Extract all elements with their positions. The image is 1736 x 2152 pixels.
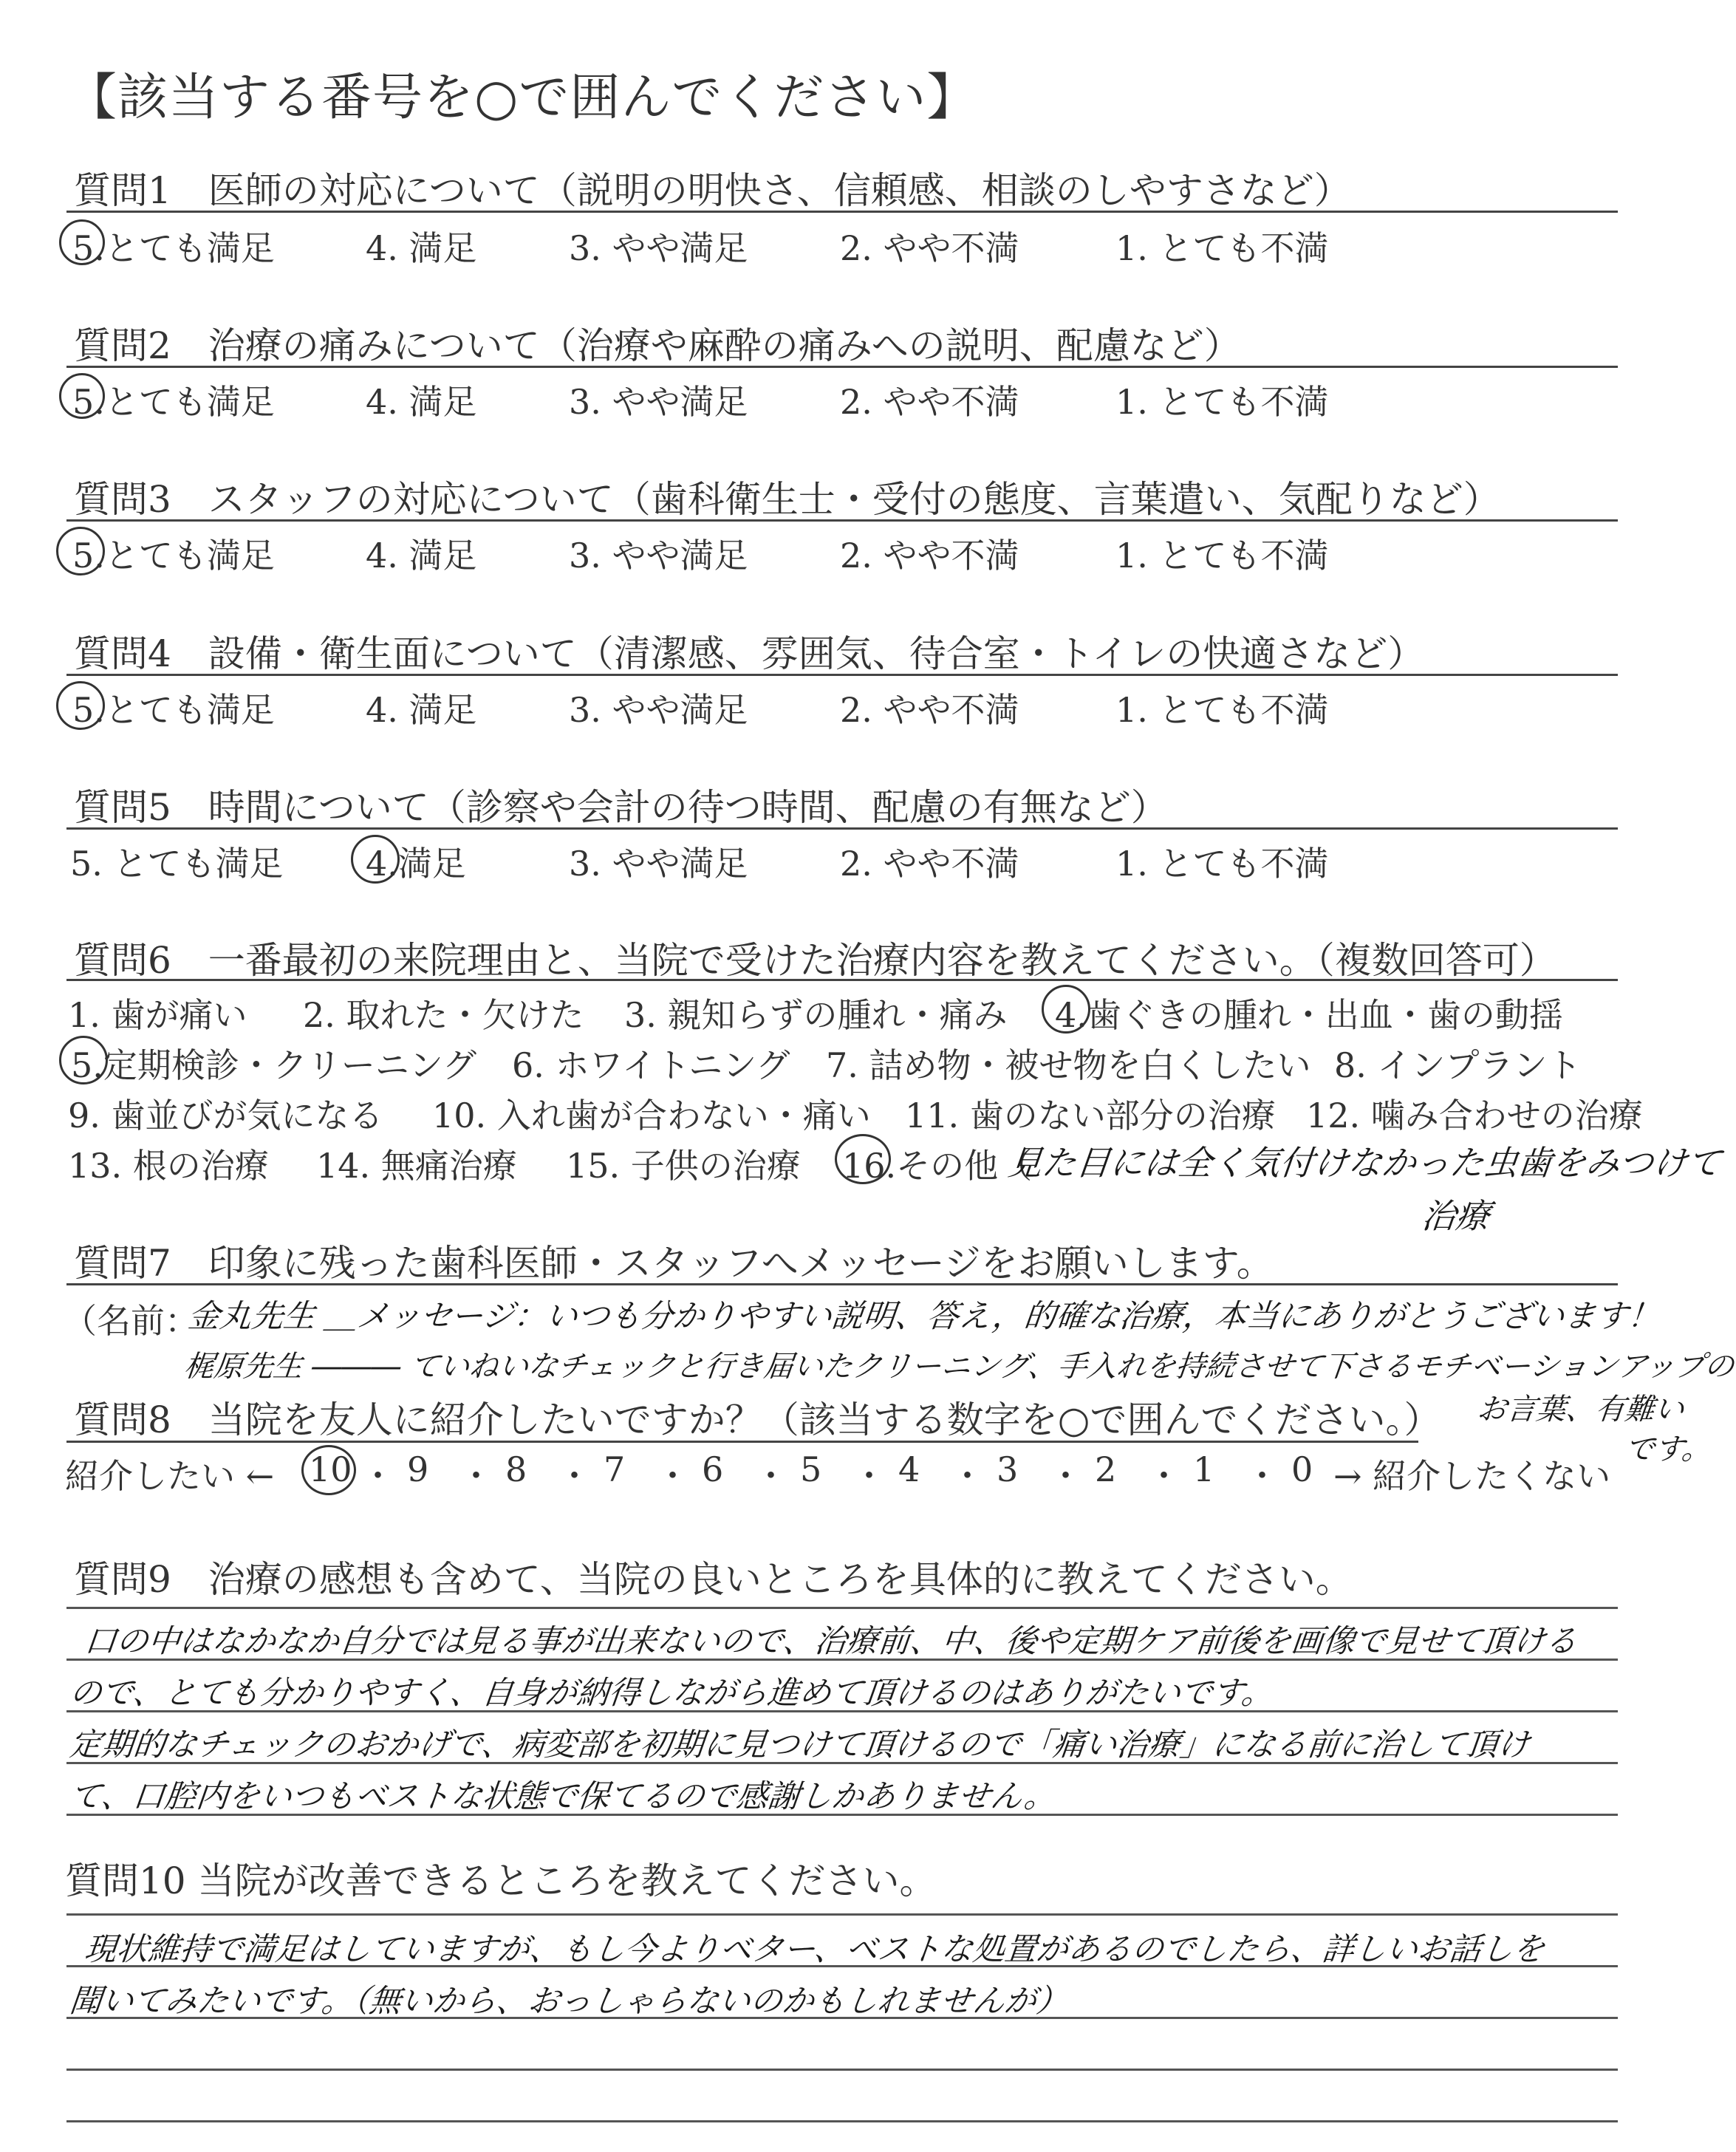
q4-option-3[interactable]: 3. やや満足 (569, 690, 748, 730)
q5-option-3[interactable]: 3. やや満足 (569, 844, 748, 884)
q6-heading: 質問6 一番最初の来院理由と、当院で受けた治療内容を教えてください。（複数回答可） (74, 939, 1556, 982)
q5-option-1[interactable]: 1. とても不満 (1115, 844, 1329, 884)
q6-option-12[interactable]: 12. 噛み合わせの治療 (1306, 1096, 1643, 1135)
q1-option-2[interactable]: 2. やや不満 (840, 228, 1019, 268)
q6-other-handwriting-1: 見た目には全く気付けなかった虫歯をみつけて (1005, 1143, 1723, 1183)
q9-answer-line-2: ので、とても分かりやすく、自身が納得しながら進めて頂けるのはありがたいです。 (68, 1675, 1276, 1712)
q8-scale-0[interactable]: 0 (1291, 1449, 1313, 1489)
q6-option-9[interactable]: 9. 歯並びが気になる (68, 1096, 383, 1135)
q1-option-5[interactable]: 5.とても満足 (72, 228, 275, 268)
q5-option-5[interactable]: 5. とても満足 (70, 844, 284, 884)
q8-rule (66, 1441, 1418, 1443)
q9-rule-1 (66, 1607, 1618, 1609)
q8-scale-2[interactable]: 2 (1095, 1449, 1117, 1489)
q6-rule (66, 979, 1618, 981)
q8-scale-4[interactable]: 4 (898, 1449, 920, 1489)
q2-rule (66, 366, 1618, 368)
q8-scale-7[interactable]: 7 (604, 1449, 626, 1489)
q6-option-16[interactable]: 16.その他（ (842, 1146, 1033, 1186)
q9-answer-line-3: 定期的なチェックのおかげで、病変部を初期に見つけて頂けるので「痛い治療」になる前に治して頂け (68, 1726, 1532, 1763)
q3-option-1[interactable]: 1. とても不満 (1115, 536, 1329, 575)
q6-option-3[interactable]: 3. 親知らずの腫れ・痛み (624, 995, 1008, 1035)
q10-rule-1 (66, 1913, 1618, 1916)
q7-message-line-4: です。 (1623, 1432, 1713, 1466)
q6-option-15[interactable]: 15. 子供の治療 (566, 1146, 801, 1186)
q5-option-2[interactable]: 2. やや不満 (840, 844, 1019, 884)
q2-option-1[interactable]: 1. とても不満 (1115, 382, 1329, 422)
q6-option-11[interactable]: 11. 歯のない部分の治療 (905, 1096, 1276, 1135)
q6-option-6[interactable]: 6. ホワイトニング (512, 1045, 790, 1085)
q6-option-8[interactable]: 8. インプラント (1334, 1045, 1582, 1085)
q8-scale-separator: ・ (852, 1456, 886, 1496)
q8-scale-5[interactable]: 5 (800, 1449, 822, 1489)
q3-rule (66, 519, 1618, 522)
q10-rule-4 (66, 2069, 1618, 2071)
q4-option-1[interactable]: 1. とても不満 (1115, 690, 1329, 730)
q1-option-1[interactable]: 1. とても不満 (1115, 228, 1329, 268)
q7-message-line-2: 梶原先生 ――― ていねいなチェックと行き届いたクリーニング、手入れを持続させて下さるモチベーションアップの (182, 1350, 1736, 1384)
q8-scale-8[interactable]: 8 (505, 1449, 527, 1489)
q10-rule-5 (66, 2120, 1618, 2122)
q6-option-5[interactable]: 5.定期検診・クリーニング (71, 1045, 476, 1085)
q8-scale-separator: ・ (950, 1456, 985, 1496)
q2-option-3[interactable]: 3. やや満足 (569, 382, 748, 422)
q4-option-2[interactable]: 2. やや不満 (840, 690, 1019, 730)
q4-rule (66, 674, 1618, 676)
q7-rule (66, 1283, 1618, 1285)
q8-scale-separator: ・ (655, 1456, 690, 1496)
q9-answer-line-1: 口の中はなかなか自分では見る事が出来ないので、治療前、中、後や定期ケア前後を画像で見せて頂ける (83, 1623, 1579, 1660)
q1-option-3[interactable]: 3. やや満足 (569, 228, 748, 268)
q2-option-4[interactable]: 4. 満足 (366, 382, 477, 422)
q8-scale-separator: ・ (1146, 1456, 1181, 1496)
q8-scale-9[interactable]: 9 (407, 1449, 429, 1489)
q10-answer-line-2: 聞いてみたいです。（無いから、おっしゃらないのかもしれませんが） (68, 1983, 1070, 2020)
q3-heading: 質問3 スタッフの対応について（歯科衛生士・受付の態度、言葉遣い、気配りなど） (74, 478, 1500, 521)
q1-option-4[interactable]: 4. 満足 (366, 228, 477, 268)
q3-option-4[interactable]: 4. 満足 (366, 536, 477, 575)
q8-scale-1[interactable]: 1 (1193, 1449, 1215, 1489)
q8-left-label: 紹介したい ← (65, 1456, 275, 1496)
q7-name-label: （名前： (63, 1301, 199, 1341)
q1-rule (66, 211, 1618, 213)
q7-message-line-3: お言葉、有難い (1475, 1393, 1687, 1427)
q8-scale-3[interactable]: 3 (997, 1449, 1019, 1489)
q7-message-line-1: 金丸先生 ＿メッセージ：いつも分かりやすい説明、答え，的確な治療，本当にありがとうございます！ (186, 1298, 1661, 1335)
q2-option-2[interactable]: 2. やや不満 (840, 382, 1019, 422)
form-title: 【該当する番号を○で囲んでください】 (66, 69, 978, 127)
q8-scale-separator: ・ (1245, 1456, 1279, 1496)
q8-scale (309, 1449, 1313, 1496)
q6-option-13[interactable]: 13. 根の治療 (68, 1146, 269, 1186)
q6-option-4[interactable]: 4.歯ぐきの腫れ・出血・歯の動揺 (1055, 995, 1563, 1035)
q6-option-2[interactable]: 2. 取れた・欠けた (303, 995, 584, 1035)
q3-option-5[interactable]: 5.とても満足 (72, 536, 275, 575)
q8-scale-separator: ・ (360, 1456, 395, 1496)
q5-rule (66, 827, 1618, 830)
q8-heading: 質問8 当院を友人に紹介したいですか？（該当する数字を○で囲んでください。） (74, 1398, 1441, 1441)
q1-heading: 質問1 医師の対応について（説明の明快さ、信頼感、相談のしやすさなど） (74, 169, 1351, 212)
q10-heading: 質問10 当院が改善できるところを教えてください。 (65, 1859, 937, 1902)
q2-heading: 質問2 治療の痛みについて（治療や麻酔の痛みへの説明、配慮など） (74, 324, 1241, 367)
q9-answer-line-4: て、口腔内をいつもベストな状態で保てるので感謝しかありません。 (68, 1778, 1058, 1815)
q8-scale-6[interactable]: 6 (702, 1449, 724, 1489)
q6-option-7[interactable]: 7. 詰め物・被せ物を白くしたい (826, 1045, 1311, 1085)
q4-option-5[interactable]: 5.とても満足 (72, 690, 275, 730)
q7-heading: 質問7 印象に残った歯科医師・スタッフへメッセージをお願いします。 (74, 1242, 1274, 1285)
q3-option-3[interactable]: 3. やや満足 (569, 536, 748, 575)
q3-option-2[interactable]: 2. やや不満 (840, 536, 1019, 575)
q5-option-4[interactable]: 4.満足 (366, 844, 466, 884)
q8-scale-10[interactable]: 10 (309, 1449, 352, 1489)
q6-option-10[interactable]: 10. 入れ歯が合わない・痛い (432, 1096, 871, 1135)
q6-other-handwriting-2: 治療 (1419, 1196, 1492, 1236)
q6-option-1[interactable]: 1. 歯が痛い (68, 995, 247, 1035)
q8-scale-separator: ・ (1048, 1456, 1083, 1496)
q4-option-4[interactable]: 4. 満足 (366, 690, 477, 730)
q2-option-5[interactable]: 5.とても満足 (72, 382, 275, 422)
q10-answer-line-1: 現状維持で満足はしていますが、もし今よりベター、ベストな処置があるのでしたら、詳しいお話しを (83, 1931, 1547, 1968)
q8-right-label: → 紹介したくない (1333, 1456, 1611, 1496)
q8-scale-separator: ・ (459, 1456, 493, 1496)
q8-scale-separator: ・ (557, 1456, 592, 1496)
q5-heading: 質問5 時間について（診察や会計の待つ時間、配慮の有無など） (74, 786, 1168, 829)
q6-option-14[interactable]: 14. 無痛治療 (316, 1146, 517, 1186)
q8-selected-circle (301, 1445, 356, 1495)
q4-heading: 質問4 設備・衛生面について（清潔感、雰囲気、待合室・トイレの快適さなど） (74, 632, 1425, 675)
q9-heading: 質問9 治療の感想も含めて、当院の良いところを具体的に教えてください。 (74, 1558, 1353, 1601)
q8-scale-separator: ・ (753, 1456, 788, 1496)
